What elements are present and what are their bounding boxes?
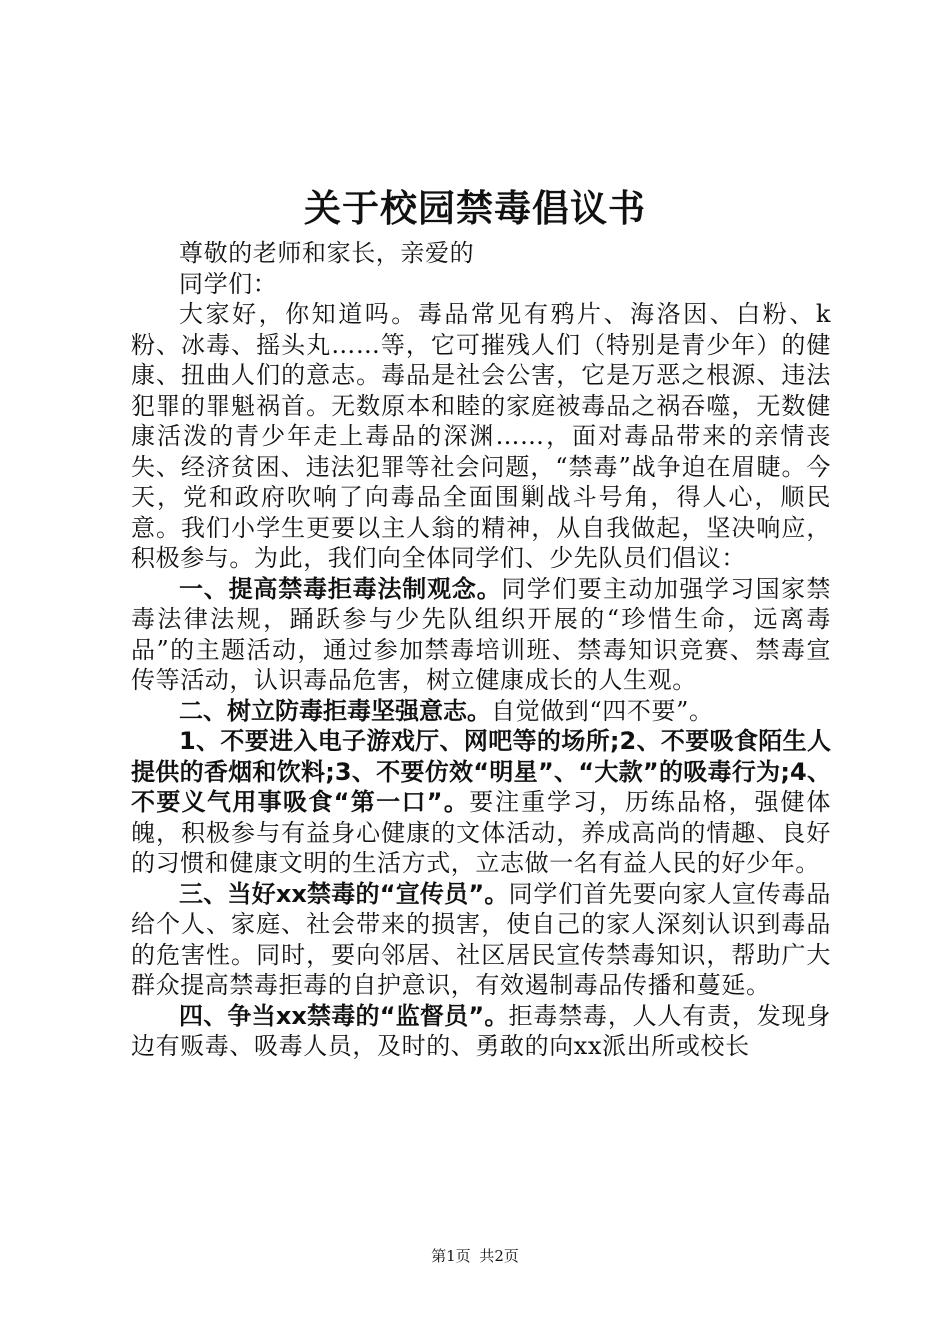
- page-number: 第1页: [431, 1247, 471, 1265]
- section-3-paragraph: [131, 879, 831, 1001]
- section-2-rules-tail: 要注重学习，历练品格，强健体魄，积极参与有益身心健康的文体活动，养成高尚的情趣、良好的习惯和健康文明的生活方式，立志做一名有益人民的好少年。: [131, 788, 832, 877]
- section-3-body: 同学们首先要向家人宣传毒品给个人、家庭、社会带来的损害，使自己的家人深刻认识到毒品的危害性。同时，要向邻居、社区居民宣传禁毒知识，帮助广大群众提高禁毒拒毒的自护意识，有效遏制毒品传播和蔓延。: [131, 879, 831, 999]
- section-4-heading: 四、争当xx禁毒的“监督员”。: [179, 1001, 509, 1030]
- page-footer: [0, 1246, 950, 1266]
- section-2-rules: 1、不要进入电子游戏厅、网吧等的场所;2、不要吸食陌生人提供的香烟和饮料;3、不要仿效“明星”、“大款”的吸毒行为;4、不要义气用事吸食“第一口”。: [131, 727, 831, 816]
- document-title: 关于校园禁毒倡议书: [304, 187, 646, 230]
- section-2-body: 自觉做到“四不要”。: [491, 696, 714, 725]
- section-4-paragraph: [131, 1001, 831, 1062]
- document-body: [131, 238, 831, 1062]
- section-1-paragraph: [131, 574, 831, 696]
- section-2-heading: 二、树立防毒拒毒坚强意志。: [179, 696, 491, 725]
- section-2-rules-paragraph: [131, 726, 831, 879]
- section-1-body: 同学们要主动加强学习国家禁毒法律法规，踊跃参与少先队组织开展的“珍惜生命，远离毒品”的主题活动，通过参加禁毒培训班、禁毒知识竞赛、禁毒宣传等活动，认识毒品危害，树立健康成长的人生观。: [131, 574, 831, 694]
- section-4-body: 拒毒禁毒，人人有责，发现身边有贩毒、吸毒人员，及时的、勇敢的向xx派出所或校长: [131, 1001, 831, 1060]
- section-2-paragraph: [131, 696, 831, 727]
- page-total: 共2页: [479, 1247, 519, 1265]
- section-1-heading: 一、提高禁毒拒毒法制观念。: [179, 574, 502, 603]
- salutation-line-1: 尊敬的老师和家长，亲爱的: [179, 239, 475, 267]
- section-3-heading: 三、当好xx禁毒的“宣传员”。: [179, 879, 509, 908]
- intro-paragraph: 大家好，你知道吗。毒品常见有鸦片、海洛因、白粉、k粉、冰毒、摇头丸……等，它可摧残人们（特别是青少年）的健康、扭曲人们的意志。毒品是社会公害，它是万恶之根源、违法犯罪的罪魁祸首。无数原本和睦的家庭被毒品之祸吞噬，无数健康活泼的青少年走上毒品的深渊……，面对毒品带来的亲情丧失、经济贫困、违法犯罪等社会问题，“禁毒”战争迫在眉睫。今天，党和政府吹响了向毒品全面围剿战斗号角，得人心，顺民意。我们小学生更要以主人翁的精神，从自我做起，坚决响应，积极参与。为此，我们向全体同学们、少先队员们倡议：: [131, 300, 831, 572]
- salutation-line-2: 同学们：: [179, 269, 278, 298]
